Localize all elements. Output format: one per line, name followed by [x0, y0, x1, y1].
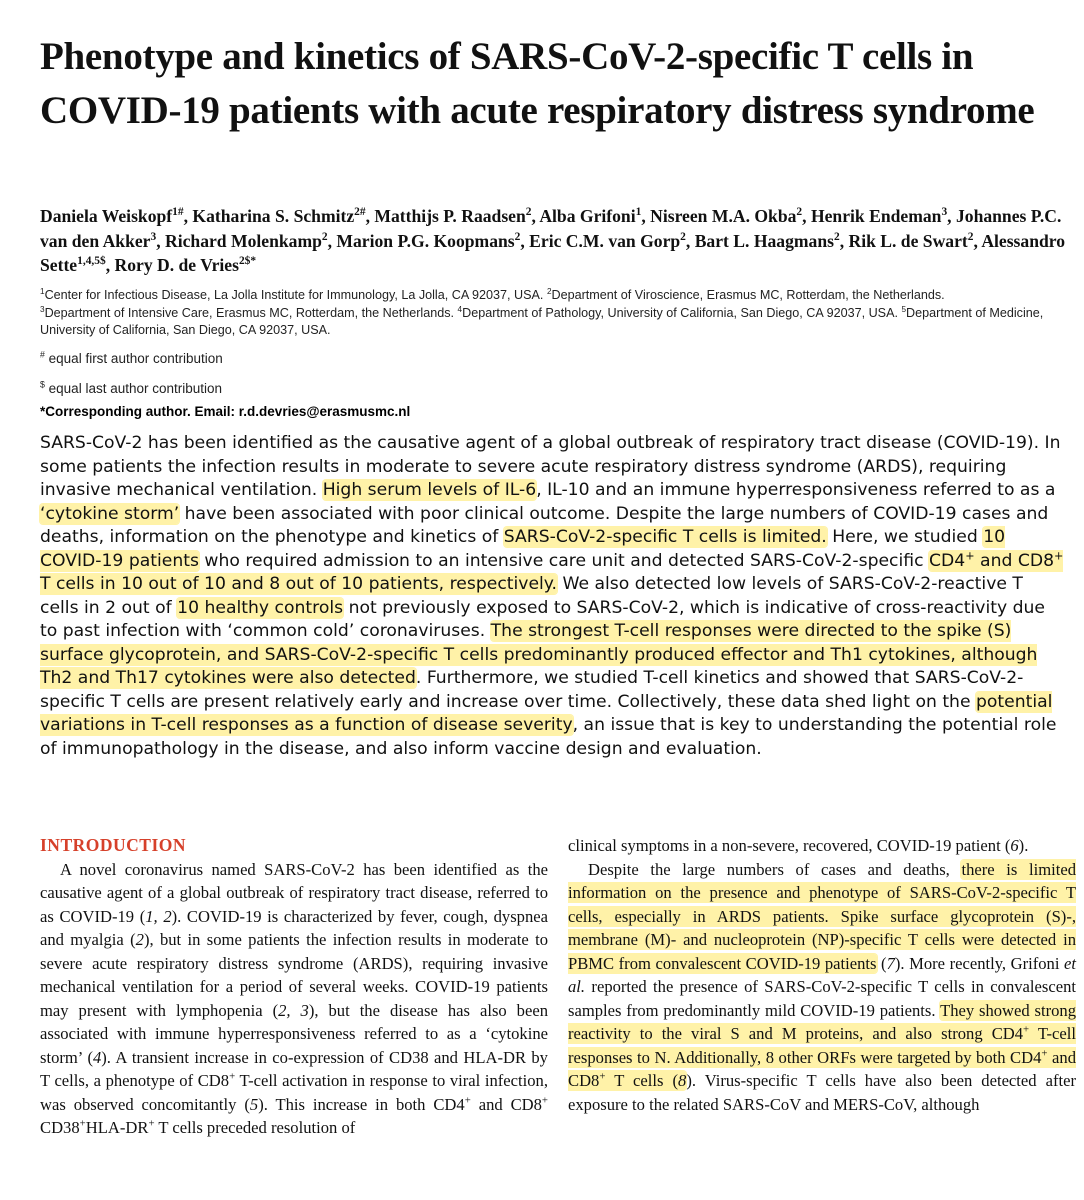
author: Katharina S. Schmitz	[192, 206, 355, 226]
affiliation: Department of Intensive Care, Erasmus MC, Rotterdam, the Netherlands.	[44, 305, 455, 320]
author: Richard Molenkamp	[165, 230, 322, 251]
corresponding-author: *Corresponding author. Email: r.d.devries@erasmusmc.nl	[40, 404, 411, 419]
author: Eric C.M. van Gorp	[529, 230, 681, 251]
author: Nisreen M.A. Okba	[650, 206, 797, 226]
author: Daniela Weiskopf	[40, 206, 173, 226]
highlight: The strongest T-cell responses were directed to the spike (S) surface glycoprotein, and SARS-CoV-2-specific T cells predominantly produced effector and Th1 cytokines, although Th2 and Th17 cytokines were also detected	[40, 621, 1038, 688]
highlight: there is limited information on the presence and phenotype of SARS-CoV-2-specific T cells, especially in ARDS patients. Spike surface glycoprotein (S)-, membrane (M)- and nucleoprotein (NP)-specific T cells were detected in PBMC from convalescent COVID-19 patients	[568, 859, 1076, 973]
author: Alba Grifoni	[539, 206, 636, 226]
section-heading: INTRODUCTION	[40, 835, 187, 855]
author: Rory D. de Vries	[114, 255, 239, 275]
paragraph: A novel coronavirus named SARS-CoV-2 has been identified as the causative agent of a global outbreak of respiratory tract disease, referred to as COVID-19 (1, 2). COVID-19 is characterized by fever, cough, dyspnea and myalgia (2), but in some patients the infection results in moderate to severe acute respiratory distress syndrome (ARDS), requiring invasive mechanical ventilation for a period of several weeks. COVID-19 patients may present with lymphopenia (2, 3), but the disease has also been associated with immune hyperresponsiveness referred to as a ‘cytokine storm’ (4). A transient increase in co-expression of CD38 and HLA-DR by T cells, a phenotype of CD8+ T-cell activation in response to viral infection, was observed concomitantly (5). This increase in both CD4+ and CD8+ CD38+HLA-DR+ T cells preceded resolution of	[40, 859, 549, 1137]
affiliations: $^1$Center for Infectious Disease, La Jolla Institute for Immunology, La Jolla, CA 92037, USA. $^2$Department of Viroscience, Erasmus MC, Rotterdam, the Netherlands. $^3$Department of Intensive Care, Erasmus MC, Rotterdam, the Netherlands. $^4$Department of Pathology, University of California, San Diego, CA 92037, USA. $^5$Department of Medicine, University of California, San Diego, CA 92037, USA.	[40, 286, 1044, 337]
affiliation: Department of Viroscience, Erasmus MC, Rotterdam, the Netherlands.	[551, 288, 945, 302]
highlight: 10 COVID-19 patients	[40, 527, 1006, 571]
intro-column-right	[568, 834, 1076, 1116]
author: Johannes P.C. van den Akker	[40, 206, 1062, 251]
equal-first-note: # equal first author contribution	[40, 349, 223, 366]
highlight: ‘cytokine storm’	[40, 503, 180, 524]
highlight: CD4+ and CD8+ T cells in 10 out of 10 and 8 out of 10 patients, respectively.	[40, 548, 1064, 594]
highlight: They showed strong reactivity to the viral S and M proteins, and also strong CD4+ T-cell responses to N. Additionally, 8 other ORFs were targeted by both CD4+ and CD8+ T cells (8	[568, 1000, 1077, 1090]
highlight: 10 healthy controls	[177, 597, 344, 618]
affiliation: Department of Pathology, University of California, San Diego, CA 92037, USA.	[462, 305, 898, 320]
author: Matthijs P. Raadsen	[374, 206, 526, 226]
highlight: SARS-CoV-2-specific T cells is limited.	[503, 527, 827, 547]
corresponding-email: Email: r.d.devries@erasmusmc.nl	[194, 404, 411, 419]
affiliation: Department of Medicine, University of California, San Diego, CA 92037, USA.	[40, 305, 1044, 337]
author: Bart L. Haagmans	[694, 230, 834, 251]
abstract: SARS-CoV-2 has been identified as the causative agent of a global outbreak of respiratory tract disease (COVID-19). In some patients the infection results in moderate to severe acute respiratory distress syndrome (ARDS), requiring invasive mechanical ventilation. High serum levels of IL-6, IL-10 and an immune hyperresponsiveness referred to as a ‘cytokine storm’ have been associated with poor clinical outcome. Despite the large numbers of COVID-19 cases and deaths, information on the phenotype and kinetics of SARS-CoV-2-specific T cells is limited. Here, we studied 10 COVID-19 patients who required admission to an intensive care unit and detected SARS-CoV-2-specific CD4+ and CD8+ T cells in 10 out of 10 and 8 out of 10 patients, respectively. We also detected low levels of SARS-CoV-2-reactive T cells in 2 out of 10 healthy controls not previously exposed to SARS-CoV-2, which is indicative of cross-reactivity due to past infection with ‘common cold’ coronaviruses. The strongest T-cell responses were directed to the spike (S) surface glycoprotein, and SARS-CoV-2-specific T cells predominantly produced effector and Th1 cytokines, although Th2 and Th17 cytokines were also detected. Furthermore, we studied T-cell kinetics and showed that SARS-CoV-2-specific T cells are present relatively early and increase over time. Collectively, these data shed light on the potential variations in T-cell responses as a function of disease severity, an issue that is key to understanding the potential role of immunopathology in the disease, and also inform vaccine design and evaluation.	[40, 433, 1064, 759]
equal-last-note: $ equal last author contribution	[40, 379, 223, 396]
author: Alessandro Sette	[40, 230, 1066, 275]
author-list: Daniela Weiskopf$^{1\#}$, Katharina S. Schmitz$^{2\#}$, Matthijs P. Raadsen$^2$, Alba Grifoni$^1$, Nisreen M.A. Okba$^2$, Henrik Endeman$^3$, Johannes P.C. van den Akker$^3$, Richard Molenkamp$^2$, Marion P.G. Koopmans$^2$, Eric C.M. van Gorp$^2$, Bart L. Haagmans$^2$, Rik L. de Swart$^2$, Alessandro Sette$^{1,4,5\$}$, Rory D. de Vries$^{2\$*}$	[40, 206, 1066, 275]
highlight: potential variations in T-cell responses as a function of disease severity	[40, 691, 1053, 735]
paragraph: clinical symptoms in a non-severe, recovered, COVID-19 patient (6).	[568, 836, 1029, 855]
author: Henrik Endeman	[810, 206, 942, 226]
intro-column-left	[40, 834, 548, 1140]
paper-title: Phenotype and kinetics of SARS-CoV-2-specific T cells in COVID-19 patients with acute respiratory distress syndrome	[40, 35, 1035, 132]
author: Marion P.G. Koopmans	[336, 230, 515, 251]
affiliation: Center for Infectious Disease, La Jolla Institute for Immunology, La Jolla, CA 92037, USA.	[44, 288, 544, 302]
author: Rik L. de Swart	[848, 230, 968, 251]
paragraph: Despite the large numbers of cases and deaths, there is limited information on the presence and phenotype of SARS-CoV-2-specific T cells, especially in ARDS patients. Spike surface glycoprotein (S)-, membrane (M)- and nucleoprotein (NP)-specific T cells were detected in PBMC from convalescent COVID-19 patients (7). More recently, Grifoni et al. reported the presence of SARS-CoV-2-specific T cells in convalescent samples from predominantly mild COVID-19 patients. They showed strong reactivity to the viral S and M proteins, and also strong CD4+ T-cell responses to N. Additionally, 8 other ORFs were targeted by both CD4+ and CD8+ T cells (8). Virus-specific T cells have also been detected after exposure to the related SARS-CoV and MERS-CoV, although	[568, 859, 1077, 1114]
highlight: High serum levels of IL-6	[322, 480, 537, 500]
